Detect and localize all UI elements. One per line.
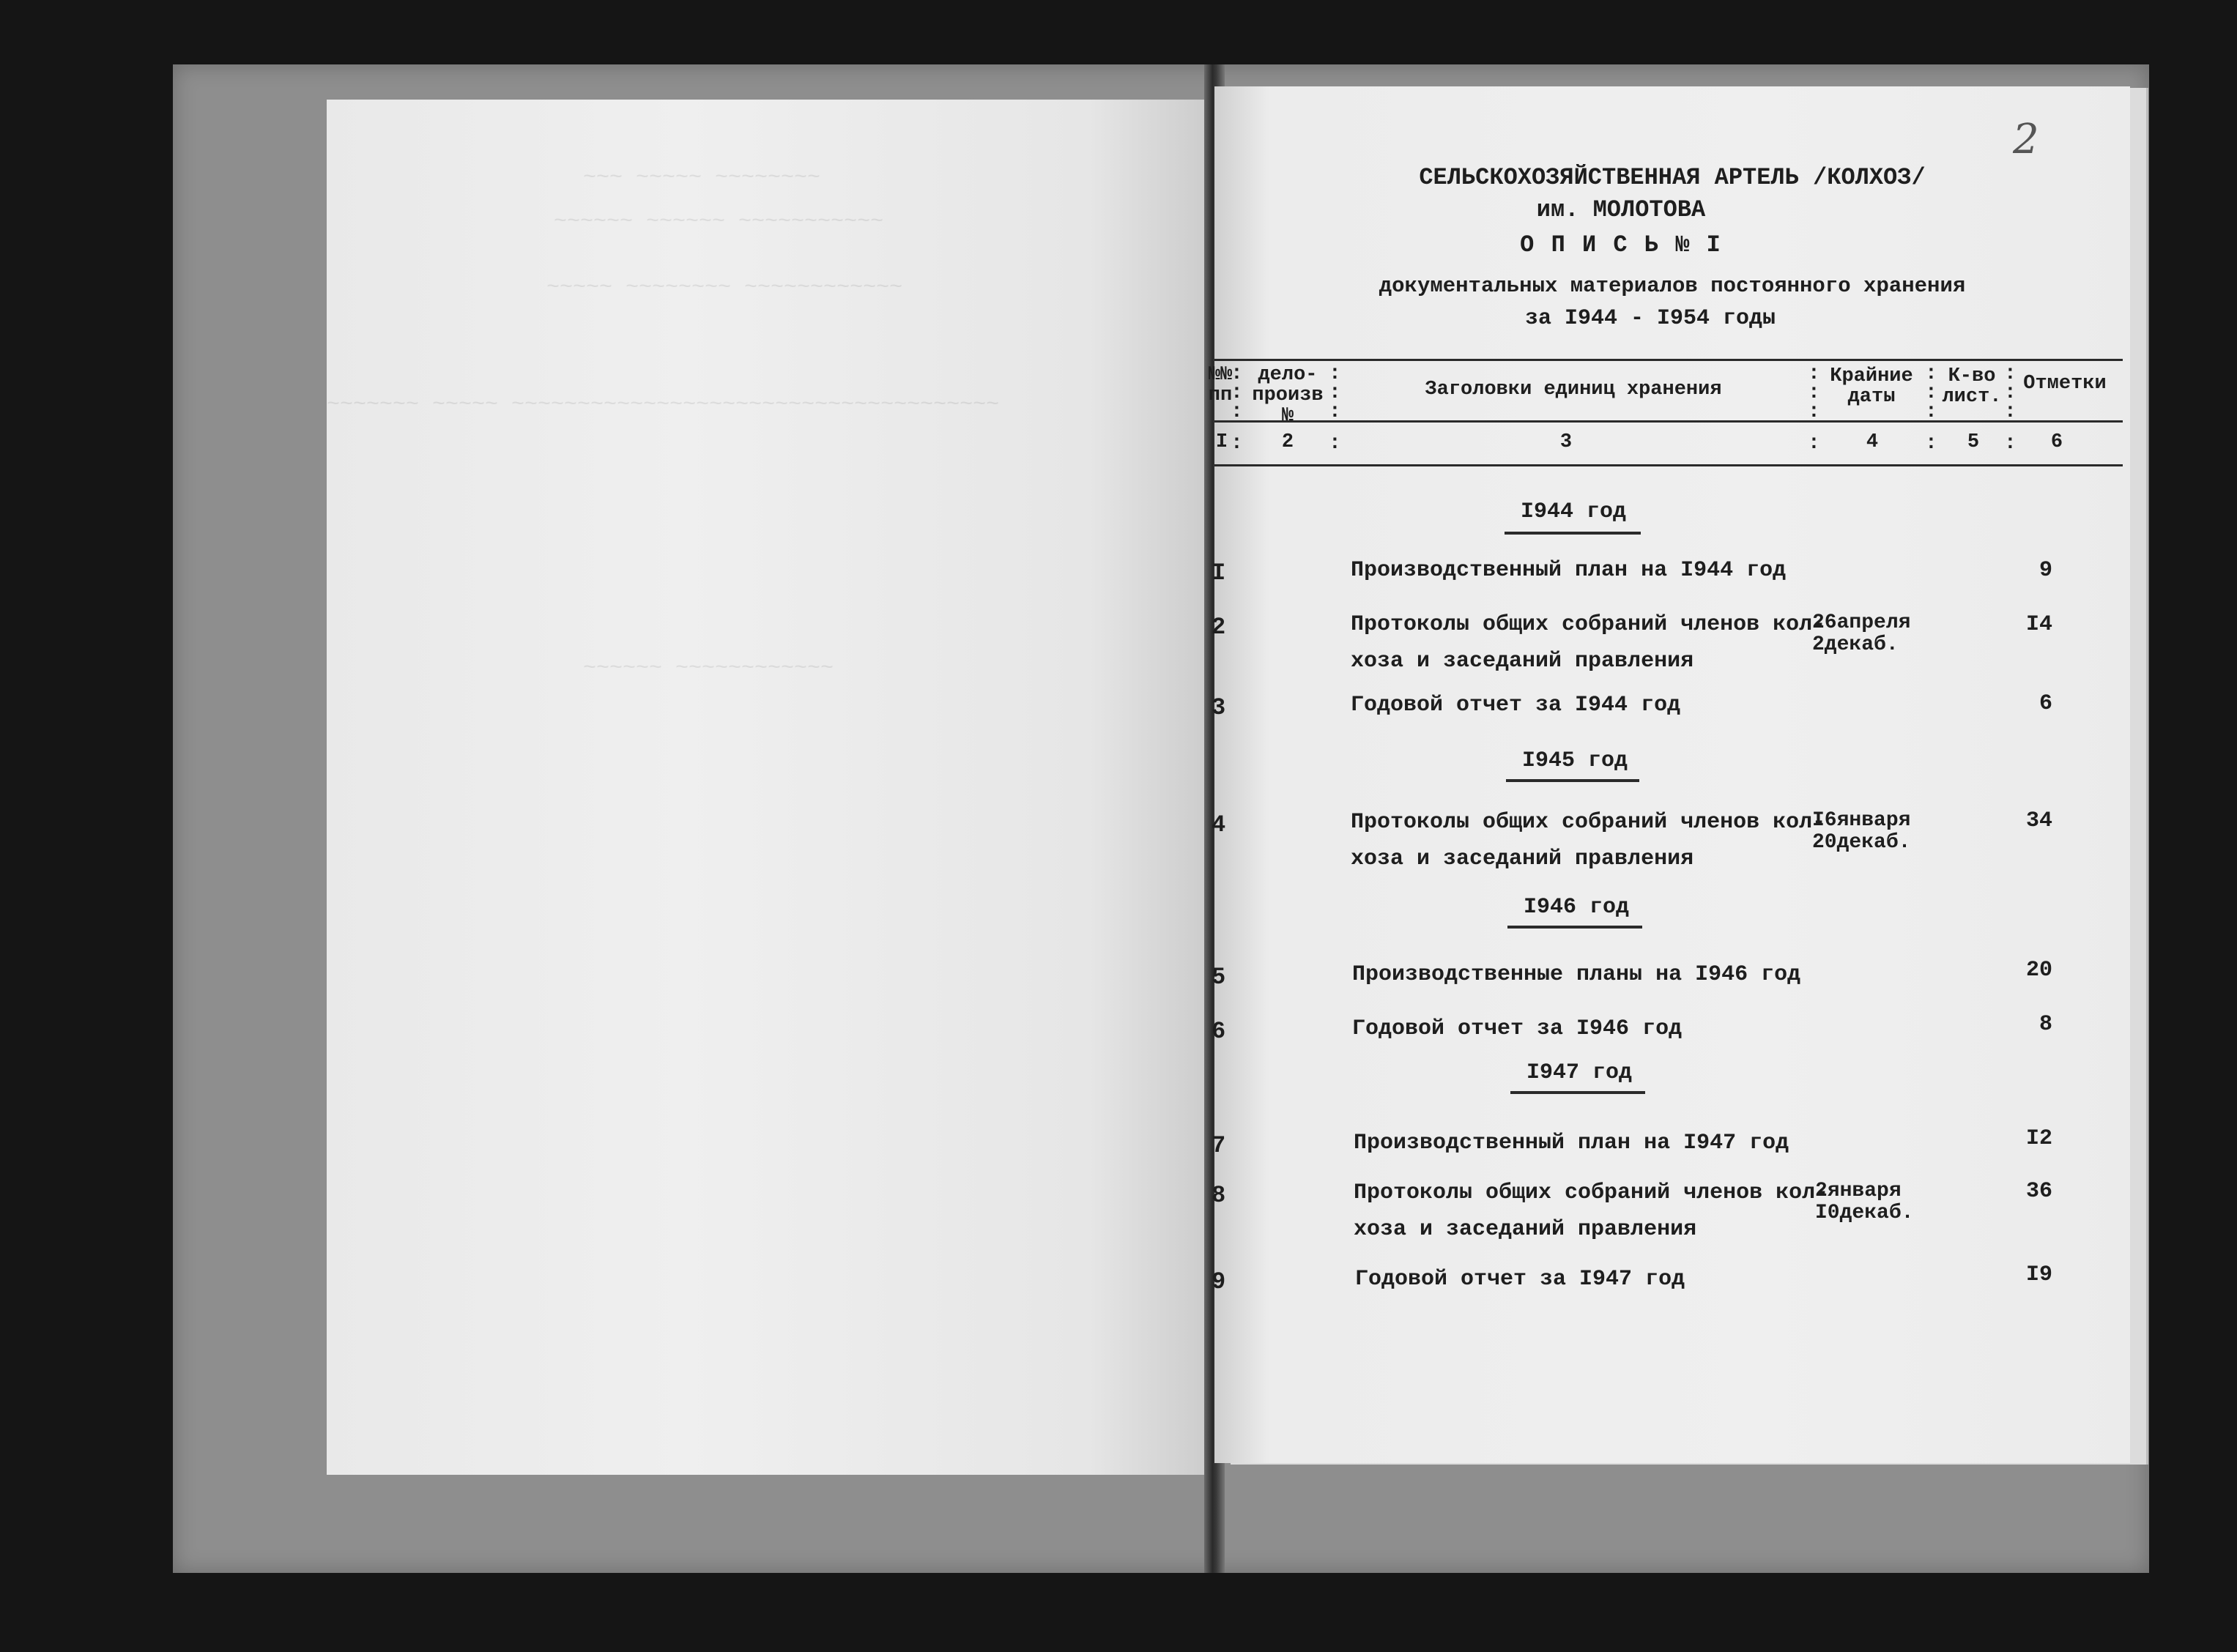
col-number-6: 6 [2050, 431, 2063, 453]
entry-sheets: 34 [2025, 808, 2052, 833]
col-number-5: 5 [1967, 431, 1980, 453]
entry-title: Производственный план на I947 год [1354, 1131, 1789, 1156]
col-number-1: I [1215, 431, 1228, 453]
col-header-1: №№ пп [1208, 364, 1233, 406]
bleed-through-text: ~~~~~~~ ~~~~~ ~~~~~~~~~~~~~~~~~~~~~~~~~~~~~~~~~~~~~ [327, 392, 1000, 417]
entry-number: 2 [1212, 614, 1226, 641]
entry-title: Производственный план на I944 год [1351, 558, 1787, 583]
entry-number: 7 [1212, 1132, 1226, 1159]
entry-sheets: 6 [2038, 691, 2052, 716]
page-number: 2 [2013, 116, 2039, 163]
entry-sheets: I4 [2025, 612, 2052, 637]
bleed-through-text: ~~~~~~ ~~~~~~~~~~~~ [583, 656, 834, 681]
entry-title: Годовой отчет за I947 год [1355, 1267, 1685, 1292]
col-separator: : : : [1329, 362, 1341, 423]
entry-sheets: 8 [2038, 1012, 2052, 1037]
col-separator: : [1925, 432, 1937, 455]
organization-subname: им. МОЛОТОВА [1536, 196, 1706, 223]
year-underline [1507, 926, 1642, 929]
col-separator: : : : [2004, 362, 2017, 423]
year-heading: I944 год [1520, 499, 1627, 524]
year-heading: I945 год [1521, 748, 1628, 773]
year-heading: I946 год [1523, 895, 1630, 920]
col-separator: : : : [1808, 362, 1820, 423]
entry-sheets: I9 [2025, 1262, 2052, 1287]
document-title: О П И С Ь № I [1520, 231, 1722, 258]
entry-sheets: I2 [2025, 1126, 2052, 1151]
col-header-6: Отметки [2023, 373, 2107, 395]
col-number-3: 3 [1559, 431, 1573, 453]
col-separator: : [2004, 432, 2017, 455]
bleed-through-text: ~~~ ~~~~~ ~~~~~~~~ [583, 165, 821, 190]
entry-sheets: 9 [2038, 558, 2052, 583]
entry-title: Протоколы общих собраний членов кол- хоза и заседаний правления [1351, 612, 1826, 674]
entry-number: 9 [1212, 1268, 1226, 1295]
entry-title: Протоколы общих собраний членов кол- хоза и заседаний правления [1351, 810, 1826, 871]
col-header-5: К-во лист. [1942, 365, 2002, 408]
table-top-rule [1214, 359, 2123, 361]
entry-number: 8 [1212, 1182, 1226, 1209]
table-colnum-rule [1214, 464, 2123, 466]
entry-number: 5 [1212, 964, 1226, 991]
col-separator: : [1329, 432, 1341, 455]
document-subtitle: документальных материалов постоянного хранения [1379, 274, 1966, 298]
organization-name: СЕЛЬСКОХОЗЯЙСТВЕННАЯ АРТЕЛЬ /КОЛХОЗ/ [1419, 164, 1926, 191]
entry-dates: 2января I0декаб. [1815, 1180, 1914, 1224]
col-number-4: 4 [1866, 431, 1879, 453]
col-separator: : : : [1231, 362, 1243, 423]
entry-number: 4 [1212, 811, 1226, 838]
entry-title: Протоколы общих собраний членов кол- хоза и заседаний правления [1354, 1180, 1829, 1242]
entry-title: Годовой отчет за I944 год [1351, 693, 1681, 718]
left-blank-page [327, 100, 1226, 1475]
col-header-2: дело- произв № [1252, 364, 1324, 427]
col-header-4: Крайние даты [1830, 365, 1913, 408]
entry-sheets: 20 [2025, 958, 2052, 983]
col-separator: : : : [1925, 362, 1937, 423]
entry-number: 3 [1212, 694, 1226, 721]
entry-sheets: 36 [2025, 1179, 2052, 1204]
year-heading: I947 год [1526, 1060, 1633, 1085]
entry-number: 6 [1212, 1018, 1226, 1045]
col-separator: : [1808, 432, 1820, 455]
entry-title: Годовой отчет за I946 год [1352, 1016, 1683, 1041]
year-underline [1510, 1091, 1645, 1094]
col-header-3: Заголовки единиц хранения [1425, 379, 1722, 401]
bleed-through-text: ~~~~~~ ~~~~~~ ~~~~~~~~~~~ [554, 209, 884, 234]
entry-dates: I6января 20декаб. [1812, 809, 1911, 854]
entry-number: I [1212, 559, 1226, 587]
entry-title: Производственные планы на I946 год [1352, 962, 1801, 987]
year-underline [1506, 779, 1639, 782]
year-underline [1505, 532, 1641, 535]
entry-dates: 26апреля 2декаб. [1812, 611, 1911, 656]
table-header-rule [1214, 420, 2123, 423]
bleed-through-text: ~~~~~ ~~~~~~~~ ~~~~~~~~~~~~ [546, 275, 903, 300]
col-separator: : [1231, 432, 1243, 455]
col-number-2: 2 [1281, 431, 1294, 453]
inventory-page [1208, 86, 2130, 1463]
document-period: за I944 - I954 годы [1524, 306, 1776, 331]
